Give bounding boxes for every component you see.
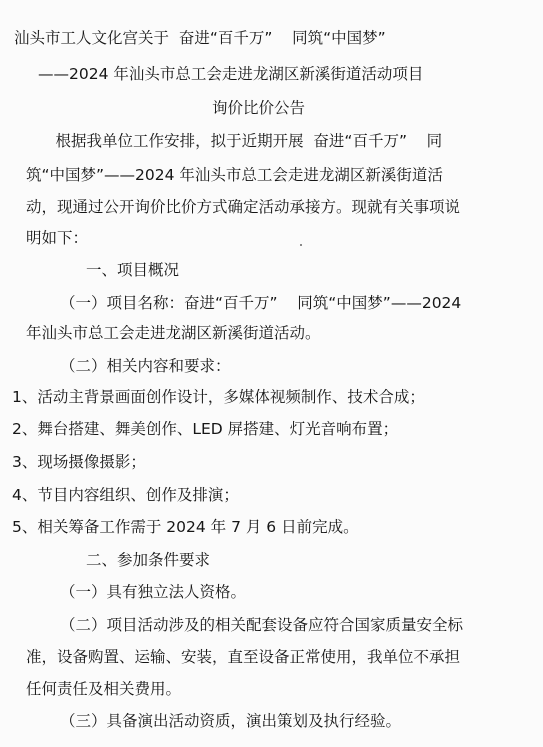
condition-line: 准，设备购置、运输、安装，直至设备正常使用，我单位不承担 xyxy=(26,648,461,666)
project-name-line: （一）项目名称：奋进“百千万” 同筑“中国梦”——2024 xyxy=(60,294,462,312)
doc-title-line-2: ——2024 年汕头市总工会走进龙湖区新溪街道活动项目 xyxy=(38,65,424,83)
scan-speck xyxy=(300,244,302,246)
requirement-item: 4、节目内容组织、创作及排演； xyxy=(12,486,239,504)
doc-title-line-3: 询价比价公告 xyxy=(212,99,306,117)
condition-line: （一）具有独立法人资格。 xyxy=(60,583,247,601)
requirement-item: 5、相关筹备工作需于 2024 年 7 月 6 日前完成。 xyxy=(12,518,359,536)
condition-line: （二）项目活动涉及的相关配套设备应符合国家质量安全标 xyxy=(60,616,464,634)
intro-line: 筑“中国梦”——2024 年汕头市总工会走进龙湖区新溪街道活 xyxy=(26,166,443,184)
condition-line: （三）具备演出活动资质，演出策划及执行经验。 xyxy=(60,712,402,730)
intro-line: 根据我单位工作安排，拟于近期开展 奋进“百千万” 同 xyxy=(26,132,443,150)
project-name-line: 年汕头市总工会走进龙湖区新溪街道活动。 xyxy=(26,324,321,342)
requirement-item: 2、舞台搭建、舞美创作、LED 屏搭建、灯光音响布置； xyxy=(12,420,399,438)
requirement-item: 3、现场摄像摄影； xyxy=(12,453,146,471)
section-heading: 一、项目概况 xyxy=(86,261,180,279)
requirement-item: 1、活动主背景画面创作设计，多媒体视频制作、技术合成； xyxy=(12,388,425,406)
section-heading: 二、参加条件要求 xyxy=(86,551,211,569)
intro-line: 动，现通过公开询价比价方式确定活动承接方。现就有关事项说 xyxy=(26,198,461,216)
doc-title-line-1: 汕头市工人文化宫关于 奋进“百千万” 同筑“中国梦” xyxy=(14,29,386,47)
condition-line: 任何责任及相关费用。 xyxy=(26,680,182,698)
intro-line: 明如下： xyxy=(26,229,89,247)
subsection-heading: （二）相关内容和要求： xyxy=(60,357,231,375)
